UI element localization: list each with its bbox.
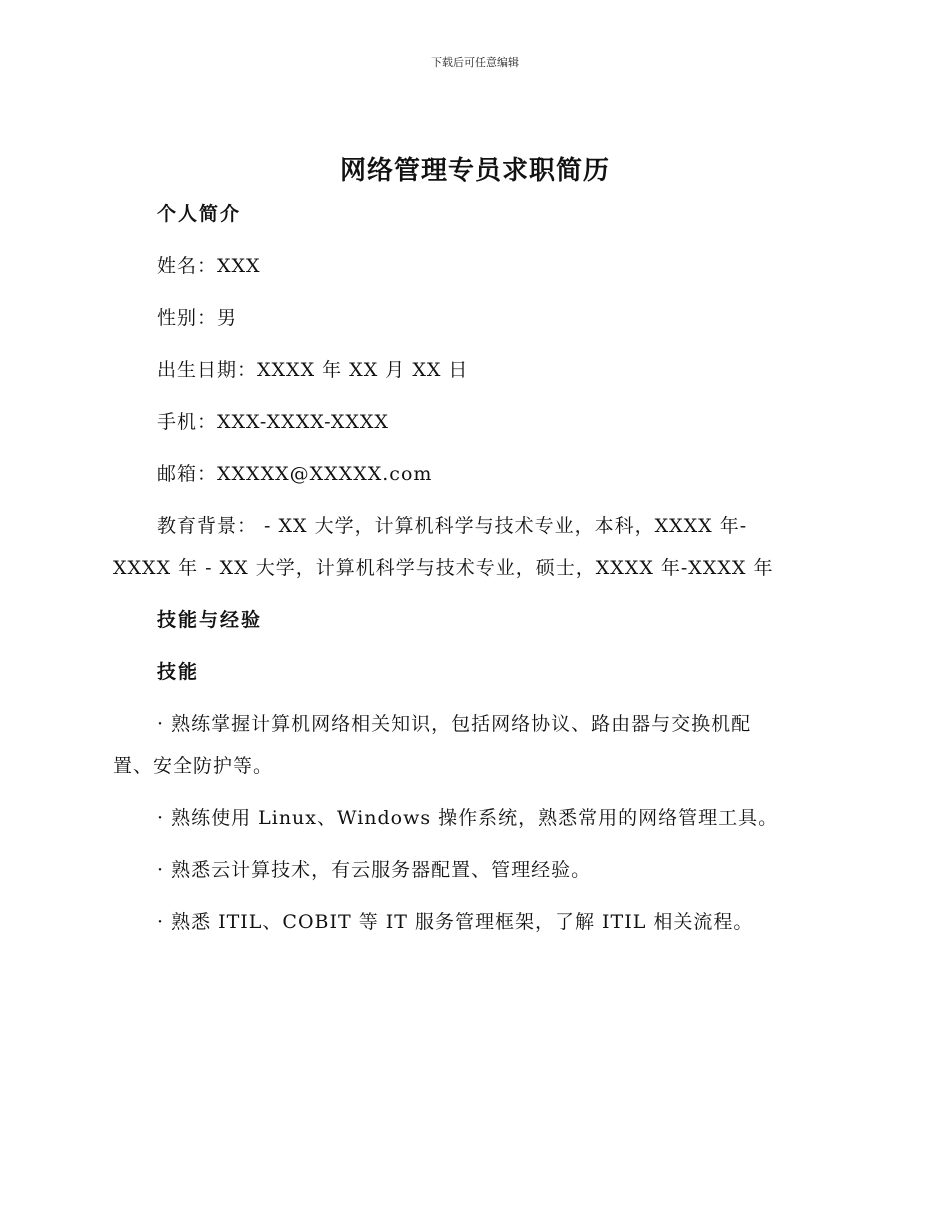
education-line-1: 教育背景： - XX 大学，计算机科学与技术专业，本科，XXXX 年- bbox=[157, 515, 748, 537]
name-line: 姓名：XXX bbox=[157, 255, 261, 277]
gender-line: 性别：男 bbox=[157, 307, 238, 329]
phone-line: 手机：XXX-XXXX-XXXX bbox=[157, 411, 389, 433]
document-title: 网络管理专员求职简历 bbox=[339, 156, 610, 186]
resume-body bbox=[113, 193, 813, 953]
birth-date-line: 出生日期：XXXX 年 XX 月 XX 日 bbox=[157, 359, 469, 381]
skill-item-1-line-1: · 熟练掌握计算机网络相关知识，包括网络协议、路由器与交换机配 bbox=[157, 713, 752, 735]
skill-item-1-line-2: 置、安全防护等。 bbox=[113, 755, 274, 777]
section-heading-personal: 个人简介 bbox=[157, 203, 242, 225]
skill-item bbox=[113, 703, 813, 787]
education-paragraph bbox=[113, 505, 813, 589]
subsection-heading-skills: 技能 bbox=[157, 661, 200, 683]
email-line: 邮箱：XXXXX@XXXXX.com bbox=[157, 463, 433, 485]
skill-item: · 熟悉 ITIL、COBIT 等 IT 服务管理框架，了解 ITIL 相关流程。 bbox=[157, 911, 754, 933]
skill-item: · 熟悉云计算技术，有云服务器配置、管理经验。 bbox=[157, 859, 592, 881]
section-heading-skills-experience: 技能与经验 bbox=[157, 609, 263, 631]
education-line-2: XXXX 年 - XX 大学，计算机科学与技术专业，硕士，XXXX 年-XXXX 年 bbox=[113, 557, 774, 579]
page-header-note: 下载后可任意编辑 bbox=[431, 56, 519, 69]
skill-item: · 熟练使用 Linux、Windows 操作系统，熟悉常用的网络管理工具。 bbox=[157, 807, 779, 829]
